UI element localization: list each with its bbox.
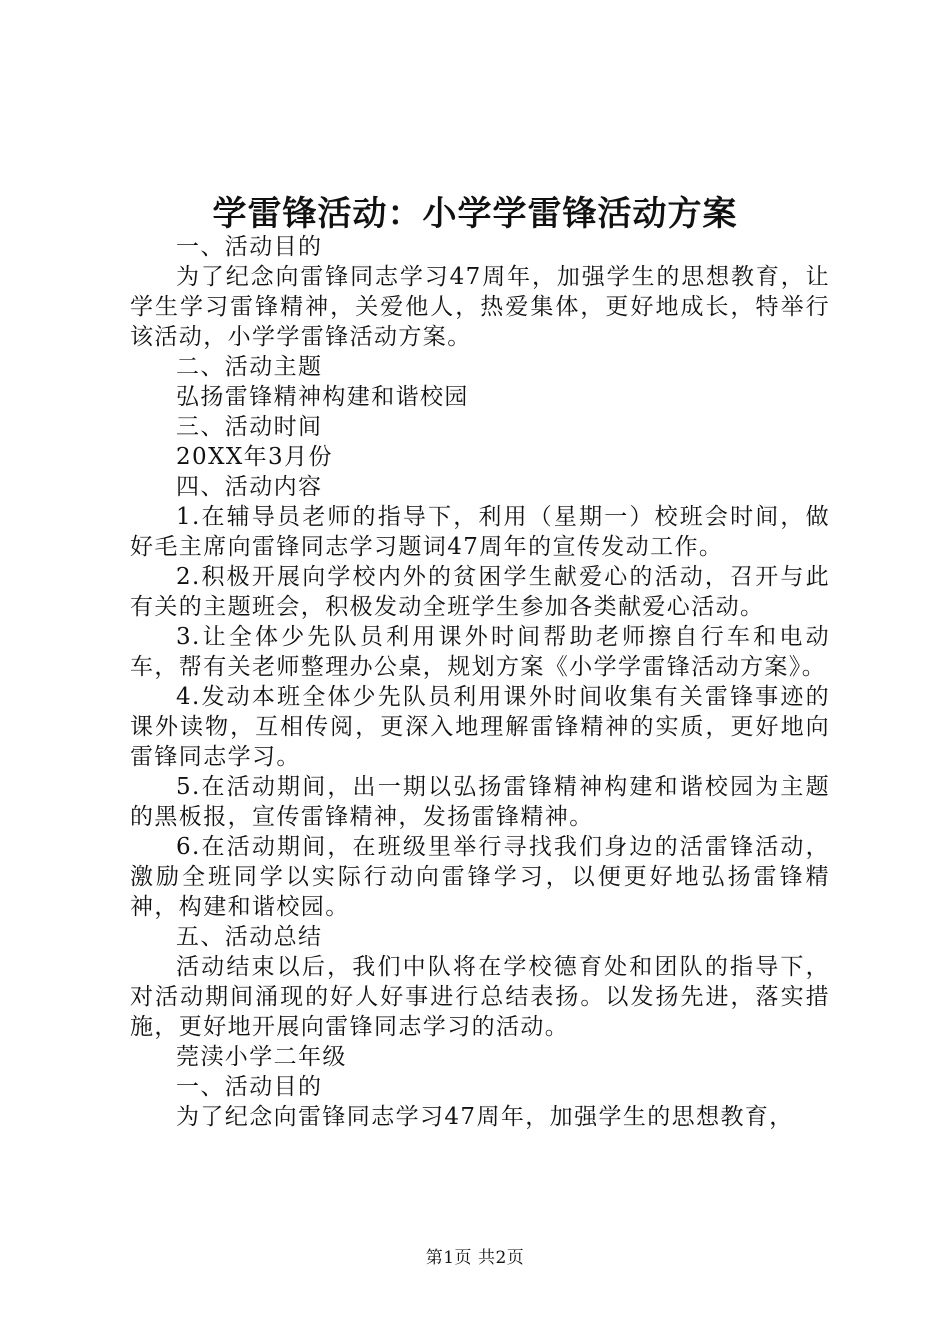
paragraph: 一、活动目的 bbox=[176, 1074, 323, 1100]
paragraph: 三、活动时间 bbox=[176, 414, 323, 440]
paragraph: 5.在活动期间，出一期以弘扬雷锋精神构建和谐校园为主题的黑板报，宣传雷锋精神，发扬雷锋精神。 bbox=[130, 774, 830, 830]
paragraph: 为了纪念向雷锋同志学习47周年，加强学生的思想教育，让学生学习雷锋精神，关爱他人，热爱集体，更好地成长，特举行该活动，小学学雷锋活动方案。 bbox=[130, 264, 830, 350]
document-title: 学雷锋活动：小学学雷锋活动方案 bbox=[212, 194, 738, 234]
paragraph: 1.在辅导员老师的指导下，利用（星期一）校班会时间，做好毛主席向雷锋同志学习题词47周年的宣传发动工作。 bbox=[130, 504, 830, 560]
paragraph: 二、活动主题 bbox=[176, 354, 323, 380]
paragraph: 活动结束以后，我们中队将在学校德育处和团队的指导下，对活动期间涌现的好人好事进行总结表扬。以发扬先进，落实措施，更好地开展向雷锋同志学习的活动。 bbox=[130, 954, 830, 1040]
document-body bbox=[130, 232, 830, 1132]
paragraph: 4.发动本班全体少先队员利用课外时间收集有关雷锋事迹的课外读物，互相传阅，更深入地理解雷锋精神的实质，更好地向雷锋同志学习。 bbox=[130, 684, 830, 770]
paragraph: 6.在活动期间，在班级里举行寻找我们身边的活雷锋活动，激励全班同学以实际行动向雷锋学习，以便更好地弘扬雷锋精神，构建和谐校园。 bbox=[130, 834, 830, 920]
paragraph: 四、活动内容 bbox=[176, 474, 323, 500]
paragraph: 莞渎小学二年级 bbox=[176, 1044, 347, 1070]
paragraph: 3.让全体少先队员利用课外时间帮助老师擦自行车和电动车，帮有关老师整理办公桌，规划方案《小学学雷锋活动方案》。 bbox=[130, 624, 830, 680]
paragraph: 为了纪念向雷锋同志学习47周年，加强学生的思想教育， bbox=[176, 1104, 794, 1130]
paragraph: 2.积极开展向学校内外的贫困学生献爱心的活动，召开与此有关的主题班会，积极发动全班学生参加各类献爱心活动。 bbox=[130, 564, 830, 620]
paragraph: 弘扬雷锋精神构建和谐校园 bbox=[176, 384, 469, 410]
paragraph: 20XX年3月份 bbox=[176, 444, 333, 470]
paragraph: 一、活动目的 bbox=[176, 234, 323, 260]
page-number-footer: 第1页 共2页 bbox=[425, 1248, 525, 1268]
paragraph: 五、活动总结 bbox=[176, 924, 323, 950]
